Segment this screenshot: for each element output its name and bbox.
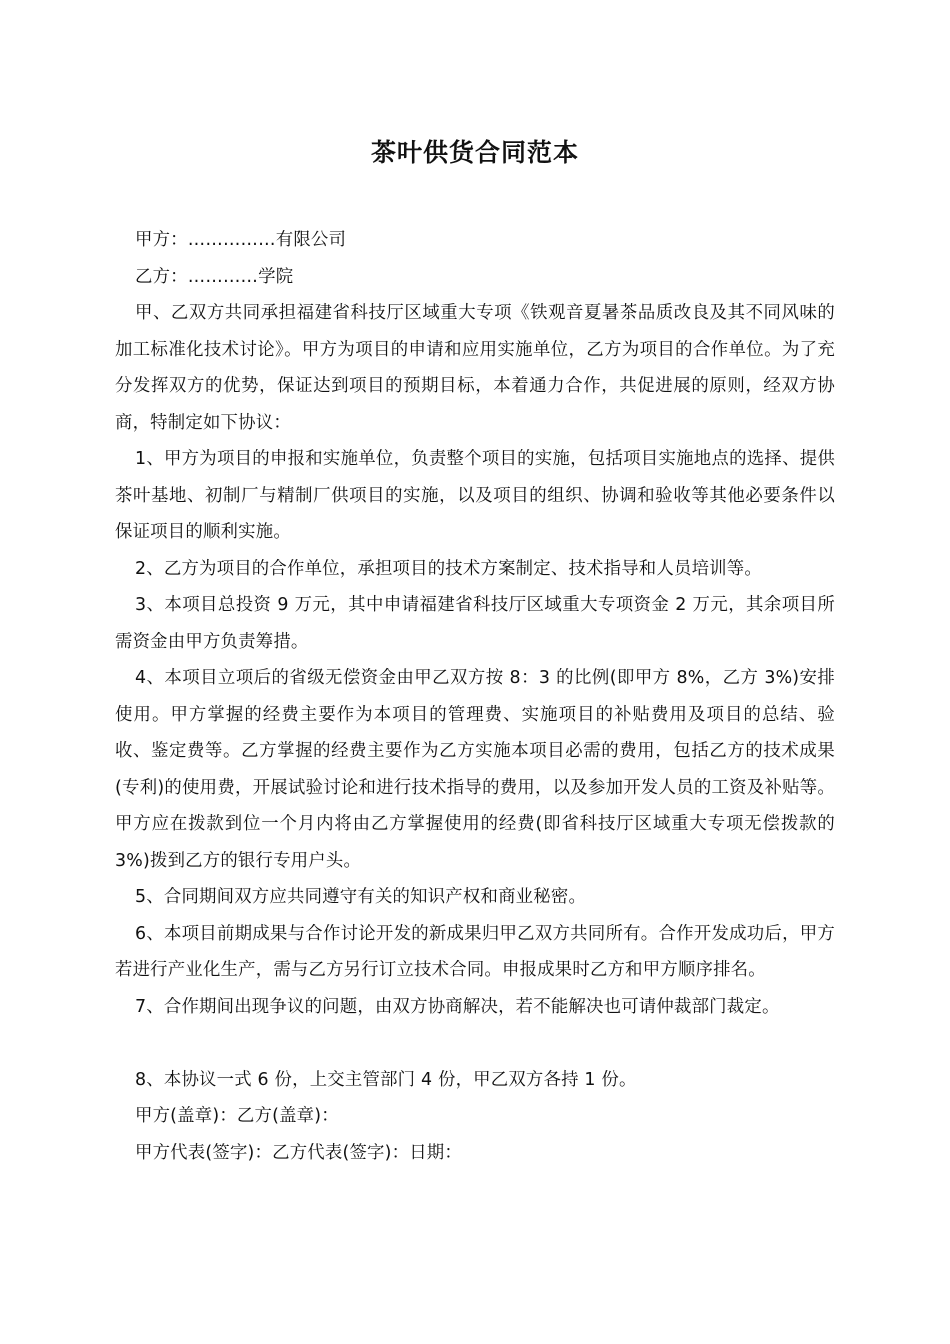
document-title: 茶叶供货合同范本 <box>370 138 579 167</box>
paragraph-spacer <box>115 1025 835 1062</box>
clause-2: 2、乙方为项目的合作单位，承担项目的技术方案制定、技术指导和人员培训等。 <box>135 558 762 579</box>
document-body <box>115 222 835 1171</box>
clause-4: 4、本项目立项后的省级无偿资金由甲乙双方按 8：3 的比例(即甲方 8%，乙方 3%)安排使用。甲方掌握的经费主要作为本项目的管理费、实施项目的补贴费用及项目的总结、验收、鉴定费等。乙方掌握的经费主要作为乙方实施本项目必需的费用，包括乙方的技术成果(专利)的使用费，开展试验讨论和进行技术指导的费用，以及参加开发人员的工资及补贴等。甲方应在拨款到位一个月内将由乙方掌握使用的经费(即省科技厅区域重大专项无偿拨款的 3%)拨到乙方的银行专用户头。 <box>115 668 835 871</box>
clause-6: 6、本项目前期成果与合作讨论开发的新成果归甲乙双方共同所有。合作开发成功后，甲方若进行产业化生产，需与乙方另行订立技术合同。申报成果时乙方和甲方顺序排名。 <box>115 923 835 980</box>
clause-1: 1、甲方为项目的申报和实施单位，负责整个项目的实施，包括项目实施地点的选择、提供茶叶基地、初制厂与精制厂供项目的实施，以及项目的组织、协调和验收等其他必要条件以保证项目的顺利实施。 <box>115 449 835 542</box>
party-a-line: 甲方：……………有限公司 <box>135 230 347 250</box>
intro-paragraph: 甲、乙双方共同承担福建省科技厅区域重大专项《铁观音夏暑茶品质改良及其不同风味的加工标准化技术讨论》。甲方为项目的申请和应用实施单位，乙方为项目的合作单位。为了充分发挥双方的优势，保证达到项目的预期目标，本着通力合作，共促进展的原则，经双方协商，特制定如下协议： <box>115 303 835 433</box>
clause-7: 7、合作期间出现争议的问题，由双方协商解决，若不能解决也可请仲裁部门裁定。 <box>135 996 780 1017</box>
party-b-line: 乙方：…………学院 <box>135 266 294 287</box>
clause-3: 3、本项目总投资 9 万元，其中申请福建省科技厅区域重大专项资金 2 万元，其余项目所需资金由甲方负责筹措。 <box>115 595 835 652</box>
clause-5: 5、合同期间双方应共同遵守有关的知识产权和商业秘密。 <box>135 887 587 907</box>
seal-line: 甲方(盖章)：乙方(盖章)： <box>135 1106 339 1126</box>
signature-line: 甲方代表(签字)：乙方代表(签字)：日期： <box>135 1142 462 1163</box>
clause-8: 8、本协议一式 6 份，上交主管部门 4 份，甲乙双方各持 1 份。 <box>135 1069 637 1090</box>
